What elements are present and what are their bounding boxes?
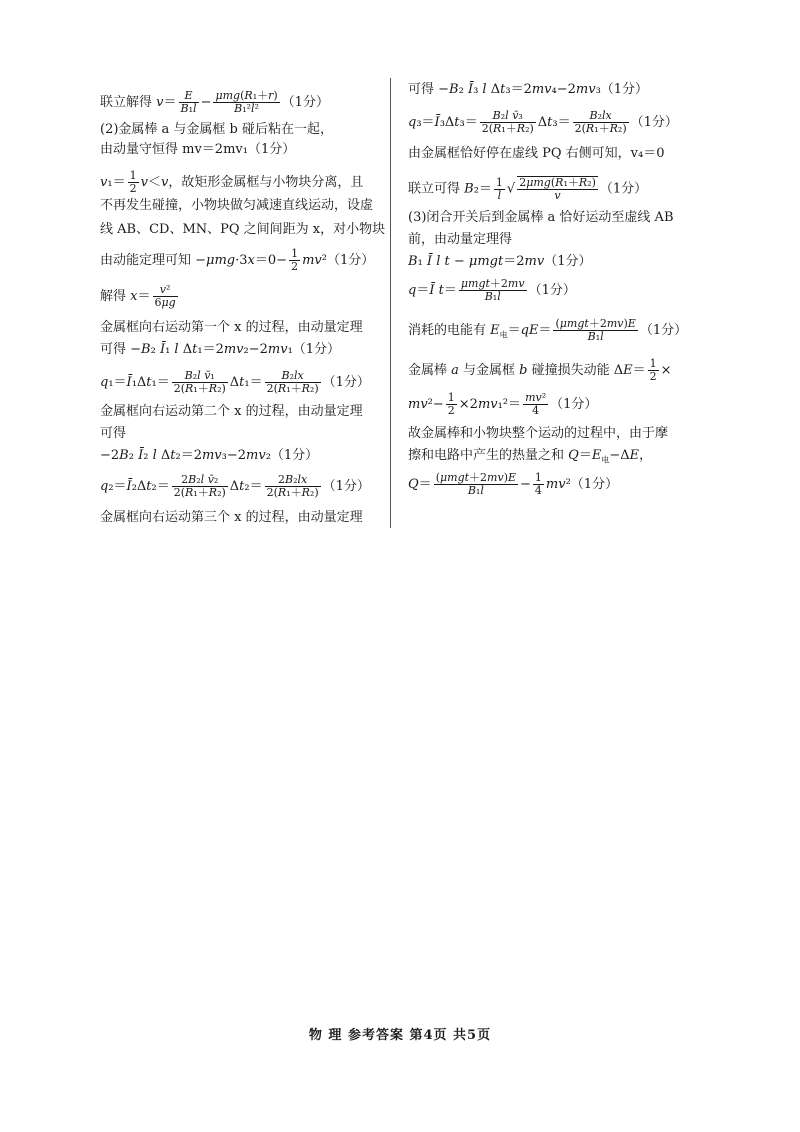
right-line-14: Q＝ $\frac{\text{(μmgt＋2mv)E}}{\text{B₁l}}$ − $\frac{1}{4}$ mv²（1分） [408,471,619,497]
left-line-15: q₂＝Ī₂Δt₂＝ $\frac{\text{2B₂l v̄₂}}{\text{2(R₁＋R₂)}}$ Δt₂＝ $\frac{\text{2B₂lx}}{\text{2(R₁＋R₂)}}$ （1分） [100,473,370,499]
left-line-9: 金属框向右运动第一个 x 的过程，由动量定理 [100,320,363,335]
right-line-3: 由金属框恰好停在虚线 PQ 右侧可知，v₄＝0 [408,146,665,161]
right-line-10: 金属棒 a 与金属框 b 碰撞损失动能 ΔE＝ $\frac{1}{2}$ × [408,357,672,383]
right-line-1: 可得 −B₂ Ī₃ l Δt₃＝2mv₄−2mv₃（1分） [408,82,649,97]
right-line-7: B₁ Ī l t − μmgt＝2mv（1分） [408,254,592,269]
left-line-11: q₁＝Ī₁Δt₁＝ $\frac{\text{B₂l v̄₁}}{\text{2(R₁＋R₂)}}$ Δt₁＝ $\frac{\text{B₂lx}}{\text{2(R₁＋R₂)}}$ （1分） [100,369,370,395]
left-line-3: 由动量守恒得 mv＝2mv₁（1分） [100,142,296,157]
left-line-12: 金属框向右运动第二个 x 的过程，由动量定理 [100,404,363,419]
left-line-7: 由动能定理可知 −μmg·3x＝0− $\frac{1}{2}$ mv²（1分） [100,247,375,273]
right-line-9: 消耗的电能有 $E_电=qE=$ $\frac{\text{(μmgt＋2mv)E}}{\text{B₁l}}$ （1分） [408,317,688,343]
page-footer: 物 理 参考答案 第4页 共5页 [308,1028,492,1043]
right-line-12: 故金属棒和小物块整个运动的过程中，由于摩 [408,426,669,441]
left-line-4: v₁＝ $\frac{1}{2}$ v＜v，故矩形金属框与小物块分离，且 [100,169,364,195]
left-line-13: 可得 [100,426,127,441]
left-line-10: 可得 −B₂ Ī₁ l Δt₁＝2mv₂−2mv₁（1分） [100,342,341,357]
left-line-16: 金属框向右运动第三个 x 的过程，由动量定理 [100,510,363,525]
left-line-5: 不再发生碰撞，小物块做匀减速直线运动，设虚 [100,198,374,213]
right-line-5: (3)闭合开关后到金属棒 a 恰好运动至虚线 AB [408,210,674,225]
left-line-1: 联立解得 v＝ $\frac{E}{\text{B₁l}}$ − $\frac{\text{μmg(R₁＋r)}}{\text{B₁²l²}}$ （1分） [100,89,329,115]
left-line-2: (2)金属棒 a 与金属框 b 碰后粘在一起， [100,122,334,137]
right-line-8: q＝Ī t＝ $\frac{\text{μmgt＋2mv}}{\text{B₁l}}$ （1分） [408,277,576,303]
column-divider [390,78,391,528]
right-line-11: mv²− $\frac{1}{2}$ ×2mv₁²＝ $\frac{\text{mv²}}{4}$ （1分） [408,391,598,417]
left-line-6: 线 AB、CD、MN、PQ 之间间距为 x，对小物块 [100,222,386,237]
left-line-8: 解得 x＝ $\frac{\text{v²}}{6\mu g}$ [100,283,176,309]
left-line-14: −2B₂ Ī₂ l Δt₂＝2mv₃−2mv₂（1分） [100,448,319,463]
right-line-2: q₃＝Ī₃Δt₃＝ $\frac{\text{B₂l v̄₃}}{\text{2(R₁＋R₂)}}$ Δt₃＝ $\frac{\text{B₂lx}}{\text{2(R₁＋R₂)}}$ （1分） [408,109,678,135]
right-line-13: 擦和电路中产生的热量之和 $Q=E_电-\Delta E$， [408,448,653,465]
right-line-6: 前，由动量定理得 [408,232,513,247]
right-line-4: 联立可得 B₂＝ $\frac{1}{l}$ √ $\frac{\text{2μmg(R₁＋R₂)}}{v}$ （1分） [408,175,648,202]
